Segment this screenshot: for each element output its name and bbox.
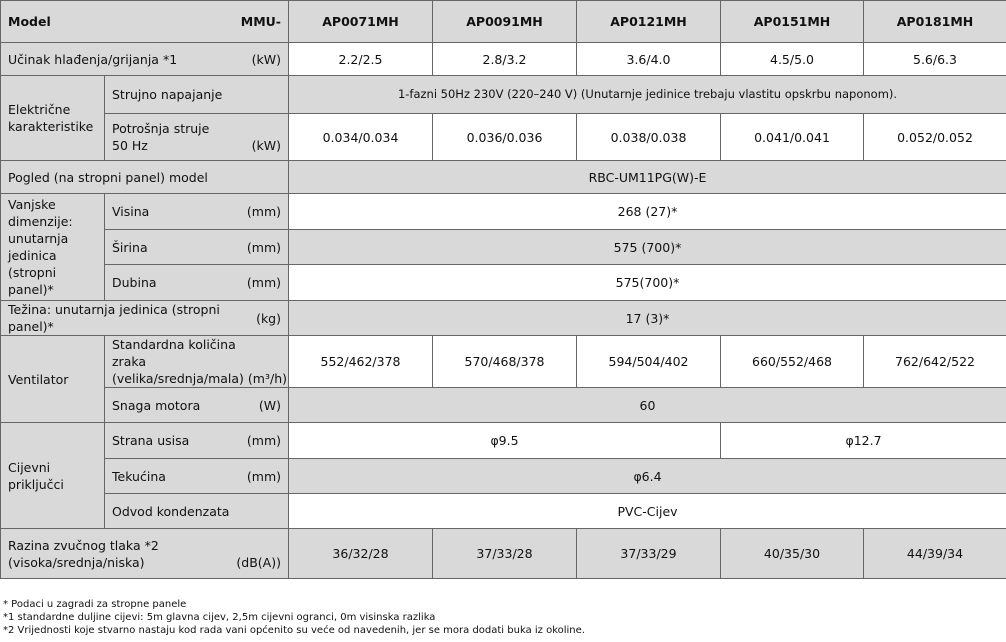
pipes-group-label: Cijevni priključci — [1, 423, 105, 529]
consumption-row — [1, 114, 1006, 161]
width-label: Širina — [112, 239, 148, 255]
suction-label: Strana usisa — [112, 433, 190, 448]
airflow-value: 762/642/522 — [864, 336, 1006, 388]
liquid-label-cell — [105, 459, 289, 494]
model-label: Model — [8, 14, 51, 29]
suction-value-large: φ12.7 — [721, 423, 1006, 459]
depth-label: Dubina — [112, 275, 157, 290]
liquid-row — [1, 459, 1006, 494]
series-label: MMU- — [240, 14, 281, 29]
airflow-row — [1, 336, 1006, 388]
motor-label: Snaga motora — [112, 397, 201, 413]
panel-row — [1, 161, 1006, 194]
weight-value: 17 (3)* — [289, 301, 1006, 336]
airflow-value: 552/462/378 — [289, 336, 433, 388]
consumption-value: 0.041/0.041 — [721, 114, 864, 161]
consumption-value: 0.034/0.034 — [289, 114, 433, 161]
noise-value: 37/33/29 — [577, 529, 721, 579]
noise-label-line2: (visoka/srednja/niska) — [8, 554, 145, 570]
consumption-label-cell — [105, 114, 289, 161]
weight-row — [1, 301, 1006, 336]
airflow-value: 570/468/378 — [433, 336, 577, 388]
noise-value: 36/32/28 — [289, 529, 433, 579]
width-unit: (mm) — [246, 239, 281, 255]
capacity-value: 2.2/2.5 — [289, 43, 433, 76]
height-row — [1, 194, 1006, 230]
suction-unit: (mm) — [246, 433, 281, 448]
motor-unit: (W) — [258, 397, 281, 413]
power-supply-row — [1, 76, 1006, 114]
consumption-value: 0.038/0.038 — [577, 114, 721, 161]
footnote: * Podaci u zagradi za stropne panele — [3, 599, 187, 610]
capacity-value: 5.6/6.3 — [864, 43, 1006, 76]
drain-label: Odvod kondenzata — [105, 494, 289, 529]
depth-value: 575(700)* — [289, 265, 1006, 301]
model-col-5: AP0181MH — [864, 1, 1006, 43]
dimensions-group-label: Vanjske dimenzije: unutarnja jedinica (stropni panel)* — [1, 194, 105, 301]
panel-label: Pogled (na stropni panel) model — [1, 161, 289, 194]
noise-label-cell — [1, 529, 289, 579]
airflow-value: 594/504/402 — [577, 336, 721, 388]
airflow-label-line2: (velika/srednja/mala) — [112, 371, 244, 386]
suction-label-cell — [105, 423, 289, 459]
liquid-label: Tekućina — [112, 468, 166, 484]
electrical-group-label: Električne karakteristike — [1, 76, 105, 161]
noise-value: 40/35/30 — [721, 529, 864, 579]
footnote: *1 standardne duljine cijevi: 5m glavna cijev, 2,5m cijevni ogranci, 0m visinska razlika — [3, 612, 436, 623]
footnotes — [3, 598, 585, 637]
consumption-label-line2: 50 Hz — [112, 138, 148, 153]
capacity-value: 4.5/5.0 — [721, 43, 864, 76]
airflow-unit: (m³/h) — [247, 371, 287, 386]
power-supply-label: Strujno napajanje — [105, 76, 289, 114]
height-label: Visina — [112, 204, 150, 219]
depth-unit: (mm) — [246, 275, 281, 290]
fan-group-label: Ventilator — [1, 336, 105, 423]
weight-label: Težina: unutarnja jedinica (stropni panel)* — [8, 302, 220, 334]
model-col-4: AP0151MH — [721, 1, 864, 43]
capacity-label-cell — [1, 43, 289, 76]
footnote: *2 Vrijednosti koje stvarno nastaju kod rada vani općenito su veće od navedenih, jer se mora dodati buka iz okoline. — [3, 625, 585, 636]
model-col-2: AP0091MH — [433, 1, 577, 43]
motor-row — [1, 388, 1006, 423]
depth-label-cell — [105, 265, 289, 301]
noise-row — [1, 529, 1006, 579]
noise-value: 37/33/28 — [433, 529, 577, 579]
consumption-value: 0.052/0.052 — [864, 114, 1006, 161]
suction-row — [1, 423, 1006, 459]
model-col-1: AP0071MH — [289, 1, 433, 43]
capacity-value: 2.8/3.2 — [433, 43, 577, 76]
capacity-value: 3.6/4.0 — [577, 43, 721, 76]
capacity-row — [1, 43, 1006, 76]
motor-label-cell — [105, 388, 289, 423]
capacity-unit: (kW) — [251, 51, 281, 67]
consumption-label-line1: Potrošnja struje — [112, 121, 210, 136]
width-value: 575 (700)* — [289, 230, 1006, 265]
consumption-value: 0.036/0.036 — [433, 114, 577, 161]
width-label-cell — [105, 230, 289, 265]
liquid-value: φ6.4 — [289, 459, 1006, 494]
height-label-cell — [105, 194, 289, 230]
airflow-label-cell — [105, 336, 289, 388]
width-row — [1, 230, 1006, 265]
noise-value: 44/39/34 — [864, 529, 1006, 579]
capacity-label: Učinak hlađenja/grijanja *1 — [8, 51, 178, 67]
weight-label-cell — [1, 301, 289, 336]
drain-value: PVC-Cijev — [289, 494, 1006, 529]
header-row — [1, 1, 1006, 43]
suction-value-small: φ9.5 — [289, 423, 721, 459]
panel-value: RBC-UM11PG(W)-E — [289, 161, 1006, 194]
depth-row — [1, 265, 1006, 301]
noise-label-line1: Razina zvučnog tlaka *2 — [8, 537, 159, 553]
power-supply-value: 1-fazni 50Hz 230V (220–240 V) (Unutarnje jedinice trebaju vlastitu opskrbu naponom). — [289, 76, 1006, 114]
noise-unit: (dB(A)) — [236, 554, 281, 570]
motor-value: 60 — [289, 388, 1006, 423]
model-header-cell — [1, 1, 289, 43]
airflow-value: 660/552/468 — [721, 336, 864, 388]
height-value: 268 (27)* — [289, 194, 1006, 230]
weight-unit: (kg) — [256, 310, 281, 326]
height-unit: (mm) — [246, 204, 281, 219]
liquid-unit: (mm) — [246, 468, 281, 484]
consumption-unit: (kW) — [251, 138, 281, 153]
airflow-label-line1: Standardna količina zraka — [112, 337, 236, 369]
drain-row — [1, 494, 1006, 529]
model-col-3: AP0121MH — [577, 1, 721, 43]
